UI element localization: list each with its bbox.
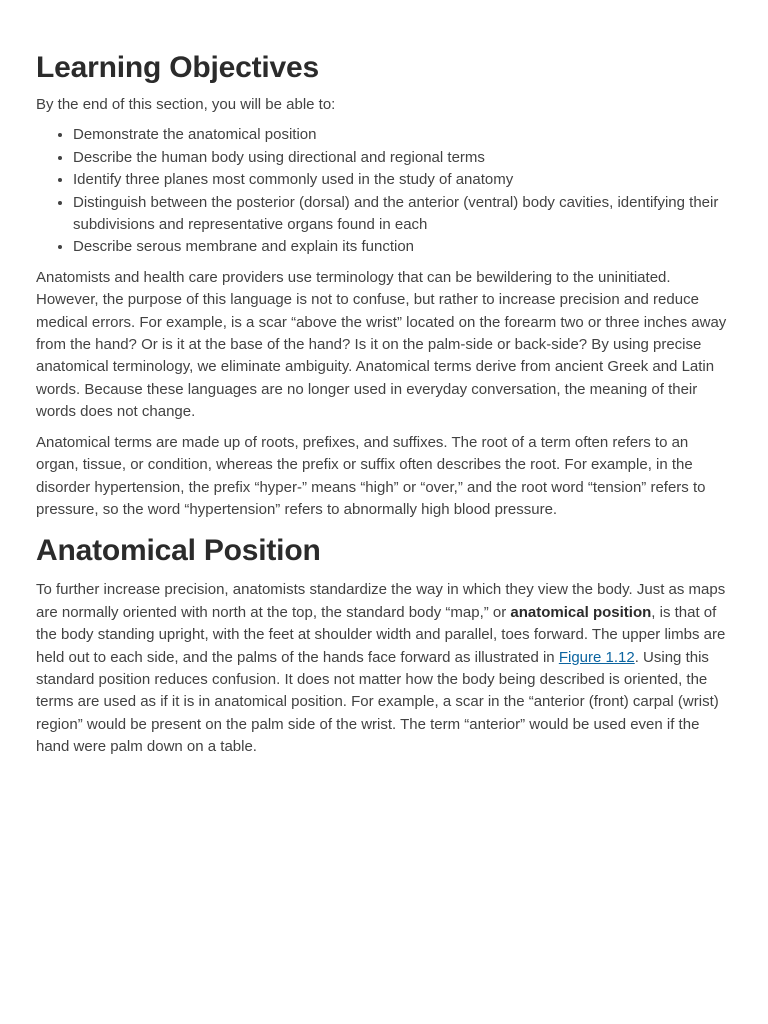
terminology-paragraph: Anatomists and health care providers use terminology that can be bewildering to the uninitiated. However, the purpose of this language is not to confuse, but rather to increase precision and reduce medical errors. For example, is a scar “above the wrist” located on the forearm two or three inches away from the hand? Or is it at the base of the hand? Is it on the palm-side or back-side? By using precise anatomical terminology, we eliminate ambiguity. Anatomical terms derive from ancient Greek and Latin words. Because these languages are no longer used in everyday conversation, the meaning of their words does not change.	[36, 268, 727, 421]
list-item: • Identify three planes most commonly used in the study of anatomy	[73, 169, 732, 191]
word-parts-paragraph: Anatomical terms are made up of roots, prefixes, and suffixes. The root of a term often refers to an organ, tissue, or condition, whereas the prefix or suffix often describes the root. For example, in the disorder hypertension, the prefix “hyper-” means “high” or “over,” and the root word “tension” refers to pressure, so the word “hypertension” refers to abnormally high blood pressure.	[36, 433, 706, 518]
anatomical-position-paragraph	[36, 579, 732, 758]
anatomical-position-heading: Anatomical Position	[36, 534, 321, 568]
list-item: • Distinguish between the posterior (dorsal) and the anterior (ventral) body cavities, identifying their subdivisions and representative organs found in each	[73, 192, 732, 237]
paragraph-text-end: . Using this standard position reduces confusion. It does not matter how the body being described is oriented, the terms are used as if it is in anatomical position. For example, a scar in the “anterior (front) carpal (wrist) region” would be present on the palm side of the wrist. The term “anterior” would be used even if the hand were palm down on a table.	[36, 648, 719, 756]
learning-objectives-heading: Learning Objectives	[36, 51, 319, 84]
paragraph-text-middle: , is that of the body standing upright, with the feet at shoulder width and parallel, toes forward. The upper limbs are held out to each side, and the palms of the hands face forward as illustrated in	[36, 603, 726, 666]
key-term: anatomical position	[510, 603, 652, 621]
list-item: • Describe serous membrane and explain its function	[73, 236, 732, 258]
list-item: • Describe the human body using directional and regional terms	[73, 147, 732, 169]
objectives-intro: By the end of this section, you will be able to:	[36, 96, 336, 113]
figure-link[interactable]: Figure 1.12	[558, 648, 635, 666]
paragraph-text-start: To further increase precision, anatomists standardize the way in which they view the body. Just as maps are normally oriented with north at the top, the standard body “map,” or	[36, 581, 726, 621]
list-item: • Demonstrate the anatomical position	[73, 124, 732, 146]
objectives-list	[36, 124, 732, 258]
